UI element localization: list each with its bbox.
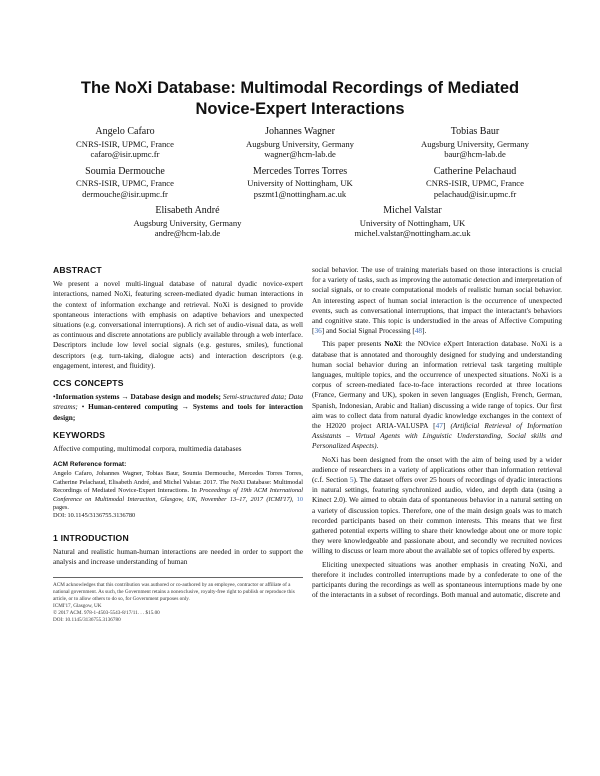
introduction-text: Natural and realistic human-human interactions are needed in order to support the analysis and increase understanding of human [53,547,303,567]
author-email[interactable]: baur@hcm-lab.de [444,149,506,159]
author-row-3 [40,205,560,239]
author-affiliation: University of Nottingham, UK [359,217,466,228]
citation-link[interactable]: 48 [414,326,423,336]
author-affiliation: Augsburg University, Germany [246,138,354,149]
reference-heading: ACM Reference format: [53,461,127,469]
ccs-concept-1: Information systems → Database design and models; [55,392,221,402]
author-name: Elisabeth André [155,205,220,216]
reference-pages-link[interactable]: 10 [296,495,304,503]
author [40,166,210,200]
title-line-2: Novice-Expert Interactions [195,100,405,118]
footnote-divider [53,577,303,578]
reference-doi: DOI: 10.1145/3136755.3136780 [53,512,136,520]
right-column [312,265,562,601]
paragraph-text: social behavior. The use of training materials based on those interactions is crucial for a variety of tasks, such as improving the automatic detection and interpretation of social signals, or to create computational models of realistic human social behavior. An interesting aspect of human social interaction is the occurrence of unexpected events, such as conversational interruptions, that impact the interactant's behaviors and cognitive state. This topic is understudied in the areas of Affective Computing [ [312,265,562,336]
paragraph-text: ). The dataset offers over 25 hours of recordings of dyadic interactions in natural settings, featuring synchronized audio, video, and depth data (using a Kinect 2.0). We aimed to obtain data of spontaneous behavior in a natural setting on a variety of discussion topics. Therefore, one of the main design goals was to match recorded participants based on their common interests. This means that we first gathered potential experts willing to share their knowledge about one or more topic they were knowledgeable and passionate about, and secondly we recruited novices willing to discuss or learn more about the available set of topics offered by experts. [312,475,562,556]
author-email[interactable]: michel.valstar@nottingham.ac.uk [354,228,471,238]
left-column [53,265,303,624]
paragraph-text: . [376,441,379,451]
body-paragraph-2 [312,339,562,451]
ccs-text: •Information systems → Database design and models; Semi-structured data; Data streams; • Human-centered computing → Systems and tools for interaction design; [53,392,304,422]
author-affiliation: University of Nottingham, UK [247,178,353,188]
ccs-heading: CCS CONCEPTS [53,378,124,389]
author-block [40,126,560,245]
paragraph-text: ] [442,421,451,431]
author-email[interactable]: cafaro@isir.upmc.fr [90,149,160,159]
author-name: Michel Valstar [383,205,442,216]
keywords-heading: KEYWORDS [53,429,106,440]
author [390,126,560,160]
paragraph-text: This paper presents [322,339,385,349]
abstract-heading: ABSTRACT [53,265,102,275]
paragraph-bold: NoXi [384,339,401,349]
author-name: Catherine Pelachaud [433,165,517,177]
author-affiliation: CNRS-ISIR, UPMC, France [76,138,174,149]
reference-pages-suffix: pages. [53,504,69,512]
reference-text [53,470,303,520]
introduction-heading: 1 INTRODUCTION [53,532,129,543]
author [215,126,385,160]
citation-link[interactable]: 36 [314,326,322,336]
author-email[interactable]: pszmt1@nottingham.ac.uk [253,188,347,199]
author-affiliation: Augsburg University, Germany [133,217,242,228]
author-email[interactable]: wagner@hcm-lab.de [264,149,336,159]
author-name: Johannes Wagner [265,126,335,137]
author [390,166,560,200]
author [40,126,210,160]
author-email[interactable]: pelachaud@isir.upmc.fr [433,188,517,199]
ccs-concept-1-detail: Semi-structured data; Data streams; [53,392,304,412]
author-name: Soumia Dermouche [85,165,165,177]
keywords-text: Affective computing, multimodal corpora, multimedia databases [53,444,242,454]
abstract-text: We present a novel multi-lingual database of natural dyadic novice-expert interactions, named NoXi, featuring screen-mediated dyadic human interactions in the context of information exchange and retrieval. NoXi is designed to provide spontaneous interactions with emphasis on adaptive behaviors and unexpected situations (e.g. conversational interruptions). A rich set of audio-visual data, as well as continuous and discrete annotations are publicly available through a web interface. Descriptors include low level social signals (e.g. gestures, smiles), functional descriptors (e.g. turn-taking, dialogue acts) and interaction descriptors (e.g. engagement, interest, and fluidity). [53,279,303,370]
paragraph-text: NoXi has been designed from the onset with the aim of being used by a wider audience of researchers in a variety of applications other than information retrieval (c.f. Section [312,454,562,485]
author [103,205,273,239]
author-name: Mercedes Torres Torres [252,165,348,177]
paragraph-text: : the NOvice eXpert Interaction database. NoXi is a database that is annotated and thoroughly designed for studying and understanding human social behavior during an information retrieval task targeting multiple languages, multiple topics, and the occurrence of unexpected situations. NoXi is a corpus of screen-mediated face-to-face interactions recorded at three locations (France, Germany and UK), spoken in seven languages (English, French, German, Spanish, Indonesian, Arabic and Italian) discussing a wide range of topics. Our first aim was to collect data from natural dyadic knowledge exchanges in the context of the H2020 project ARIA-VALUSPA [ [312,339,562,431]
author-affiliation: Augsburg University, Germany [421,138,529,149]
body-paragraph-1 [312,265,562,336]
author-affiliation: CNRS-ISIR, UPMC, France [426,178,524,188]
footnote-venue: ICMI'17, Glasgow, UK [53,602,102,609]
paragraph-text: ] and Social Signal Processing [ [321,326,415,336]
reference-authors: Angelo Cafaro, Johannes Wagner, Tobias Baur, Soumia Dermouche, Mercedes Torres Torres, Catherine Pelachaud, Elisabeth André, and Michel Valstar. 2017. The NoXi Database: Multimodal Recordings of Mediated Novice-Expert Interactions. In [53,470,303,495]
author-email[interactable]: dermouche@isir.upmc.fr [82,188,168,199]
author-name: Tobias Baur [450,126,500,137]
footnote-doi: DOI: 10.1145/3136755.3136780 [53,616,121,623]
body-paragraph-3 [312,455,562,557]
author [328,205,498,239]
footnote [53,582,303,624]
author-row-1 [40,126,560,160]
ccs-concept-2: Human-centered computing → Systems and tools for interaction design; [53,402,303,422]
author-name: Angelo Cafaro [95,126,155,137]
author [215,166,385,200]
paragraph-text: ]. [422,326,427,336]
author-affiliation: CNRS-ISIR, UPMC, France [76,178,174,188]
footnote-isbn: © 2017 ACM. 978-1-4503-5543-8/17/11. . . $15.00 [53,609,160,616]
section-link[interactable]: 5 [349,475,354,485]
footnote-copyright-notice: ACM acknowledges that this contribution was authored or co-authored by an employee, contractor or affiliate of a national government. As such, the Government retains a nonexclusive, royalty-free right to publish or reproduce this article, or to allow others to do so, for Government purposes only. [53,581,295,602]
paper-title [40,78,560,120]
author-email[interactable]: andre@hcm-lab.de [154,228,221,238]
title-line-1: The NoXi Database: Multimodal Recordings of Mediated [80,79,520,97]
paragraph-italic: (Artificial Retrieval of Information Assistants – Virtual Agents with Linguistic Understanding, Social skills and Personalized Aspects) [312,421,562,451]
reference-venue: Proceedings of 19th ACM International Conference on Multimodal Interaction, Glasgow, UK, November 13–17, 2017 (ICMI'17), [53,487,303,503]
citation-link[interactable]: 47 [435,421,443,431]
body-paragraph-4: Eliciting unexpected situations was another emphasis in creating NoXi, and therefore it includes controlled interruptions made by a confederate to one of the participants during the recordings as well as spontaneous interruptions made by one of the interactants in a subset of recordings. Both manual and automatic, discrete and [312,559,562,600]
author-row-2 [40,166,560,200]
